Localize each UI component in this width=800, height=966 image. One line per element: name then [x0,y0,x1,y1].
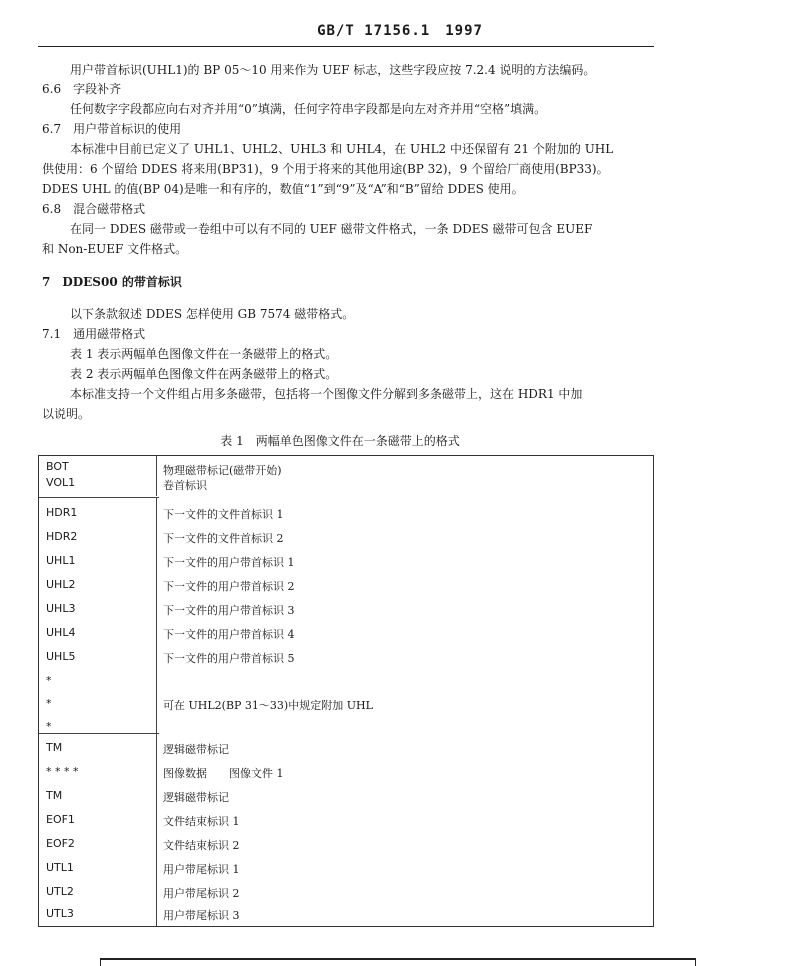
column-divider [156,456,157,496]
table-cell-code: EOF2 [46,837,75,850]
section-heading: 7.1 通用磁带格式 [42,327,146,341]
paragraph: 和 Non-EUEF 文件格式。 [42,242,188,256]
table-cell-desc: 文件结束标识 1 [163,815,240,828]
table-cell-desc: 下一文件的用户带首标识 5 [163,652,295,665]
paragraph: 用户带首标识(UHL1)的 BP 05～10 用来作为 UEF 标志，这些字段应按 7.2.4 说明的方法编码。 [70,63,596,77]
footer-rule [100,958,696,960]
table-cell-code: VOL1 [46,476,76,489]
paragraph: 以说明。 [42,407,91,421]
table-cell-desc: 用户带尾标识 1 [163,863,240,876]
table-cell-desc: 下一文件的用户带首标识 4 [163,628,295,641]
page-header: GB/T 17156.1 1997 [317,23,483,39]
table-cell-desc: 可在 UHL2(BP 31～33)中规定附加 UHL [163,699,373,712]
section-heading: 6.6 字段补齐 [42,82,122,96]
table-cell-code: UTL1 [46,861,74,874]
table-cell-code: UHL2 [46,578,76,591]
table-cell-desc: 文件结束标识 2 [163,839,240,852]
table-cell-code: * [46,674,52,687]
table-cell-desc: 下一文件的用户带首标识 3 [163,604,295,617]
row-separator [39,497,159,498]
table-cell-desc: 逻辑磁带标记 [163,791,229,804]
table-cell-code: UHL4 [46,626,76,639]
table-cell-code: HDR1 [46,506,78,519]
row-separator [39,733,159,734]
paragraph: 表 2 表示两幅单色图像文件在两条磁带上的格式。 [70,367,338,381]
table-cell-code: BOT [46,460,69,473]
column-divider [156,498,157,926]
paragraph: 在同一 DDES 磁带或一卷组中可以有不同的 UEF 磁带文件格式，一条 DDES 磁带可包含 EUEF [70,222,593,236]
table-cell-desc: 图像数据 图像文件 1 [163,767,284,780]
table-caption: 表 1 两幅单色图像文件在一条磁带上的格式 [220,434,460,448]
table-cell-code: * [46,697,52,710]
table-cell-code: TM [46,741,63,754]
footer-rule-edge [100,958,101,966]
table-cell-desc: 用户带尾标识 2 [163,887,240,900]
section-heading: 6.7 用户带首标识的使用 [42,122,182,136]
table-cell-desc: 逻辑磁带标记 [163,743,229,756]
table-cell-code: TM [46,789,63,802]
footer-rule-edge [695,958,696,966]
table-cell-desc: 下一文件的文件首标识 2 [163,532,284,545]
header-rule [38,46,654,47]
paragraph: 本标准中目前已定义了 UHL1、UHL2、UHL3 和 UHL4，在 UHL2 中还保留有 21 个附加的 UHL [70,142,614,156]
table-cell-code: UTL2 [46,885,74,898]
table-cell-desc: 卷首标识 [163,479,207,492]
table-cell-code: * * * * [46,765,79,778]
format-table [38,455,654,927]
paragraph: 表 1 表示两幅单色图像文件在一条磁带上的格式。 [70,347,338,361]
table-cell-desc: 下一文件的文件首标识 1 [163,508,284,521]
table-cell-code: * [46,720,52,733]
table-cell-code: HDR2 [46,530,78,543]
paragraph: 供使用：6 个留给 DDES 将来用(BP31)，9 个用于将来的其他用途(BP 32)，9 个留给厂商使用(BP33)。 [42,162,609,176]
paragraph: 以下条款叙述 DDES 怎样使用 GB 7574 磁带格式。 [70,307,355,321]
table-cell-code: UHL5 [46,650,76,663]
table-cell-code: UTL3 [46,907,74,920]
chapter-heading: 7 DDES00 的带首标识 [42,275,182,289]
section-heading: 6.8 混合磁带格式 [42,202,146,216]
table-cell-desc: 下一文件的用户带首标识 1 [163,556,295,569]
paragraph: DDES UHL 的值(BP 04)是唯一和有序的，数值“1”到“9”及“A”和“B”留给 DDES 使用。 [42,182,524,196]
paragraph: 任何数字字段都应向右对齐并用“0”填满，任何字符串字段都是向左对齐并用“空格”填满。 [70,102,547,116]
table-cell-code: UHL1 [46,554,76,567]
table-cell-desc: 物理磁带标记(磁带开始) [163,464,282,477]
paragraph: 本标准支持一个文件组占用多条磁带，包括将一个图像文件分解到多条磁带上，这在 HDR1 中加 [70,387,583,401]
table-cell-code: EOF1 [46,813,75,826]
table-cell-code: UHL3 [46,602,76,615]
table-cell-desc: 用户带尾标识 3 [163,909,240,922]
table-cell-desc: 下一文件的用户带首标识 2 [163,580,295,593]
